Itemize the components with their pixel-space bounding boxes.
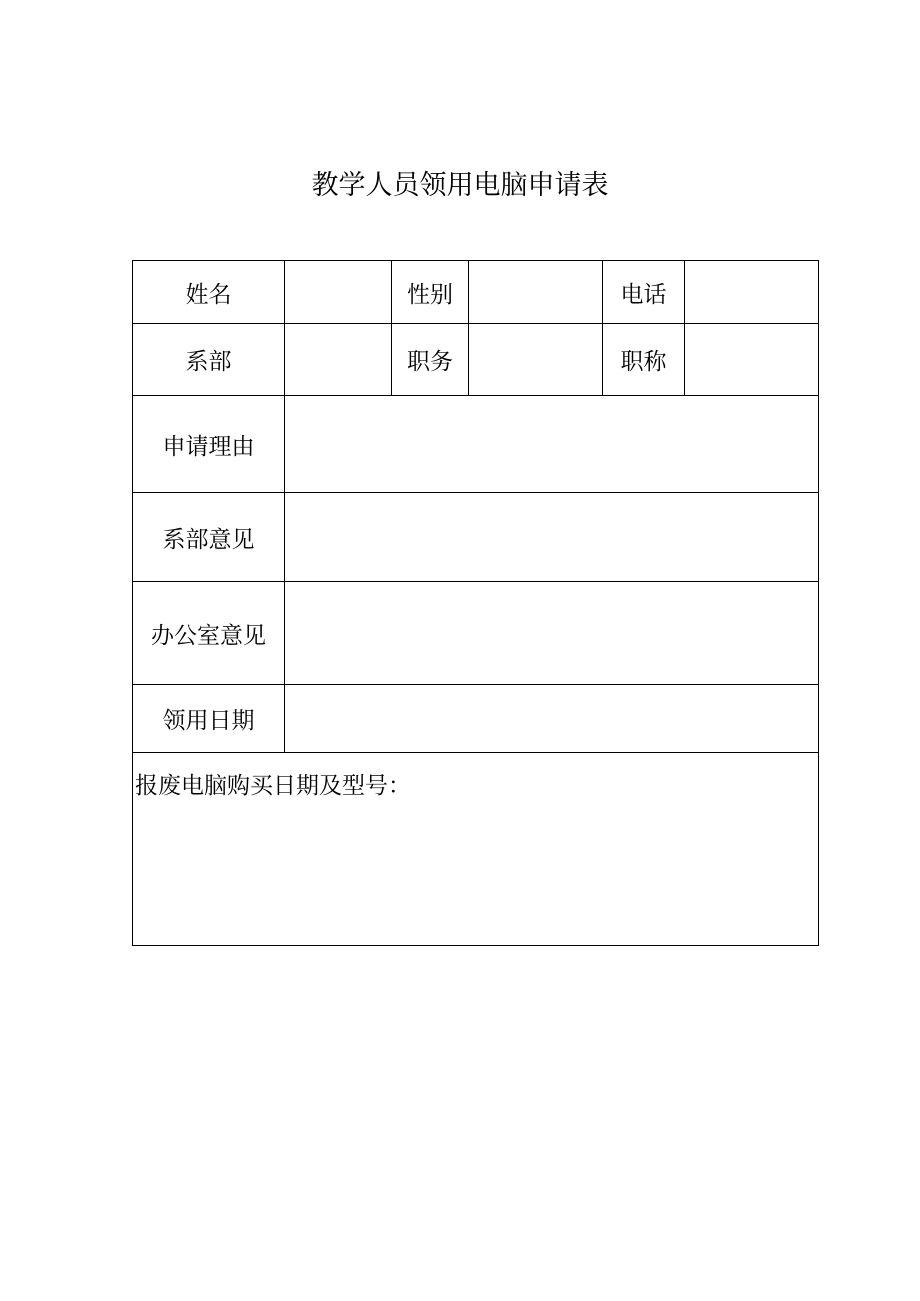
- position-label: 职务: [392, 324, 469, 396]
- form-row-office-opinion: [133, 582, 819, 685]
- form-row-receive-date: [133, 685, 819, 753]
- department-label: 系部: [133, 324, 285, 396]
- receive-date-field[interactable]: [285, 685, 819, 753]
- position-field[interactable]: [469, 324, 603, 396]
- scrapped-pc-field[interactable]: [133, 753, 819, 946]
- phone-field[interactable]: [685, 261, 819, 324]
- professional-title-field[interactable]: [685, 324, 819, 396]
- dept-opinion-field[interactable]: [285, 493, 819, 582]
- scrapped-pc-label: 报废电脑购买日期及型号：: [135, 773, 411, 799]
- form-row-dept-opinion: [133, 493, 819, 582]
- form-row-work: [133, 324, 819, 396]
- receive-date-label: 领用日期: [133, 685, 285, 753]
- name-field[interactable]: [285, 261, 392, 324]
- form-title: 教学人员领用电脑申请表: [311, 170, 609, 201]
- dept-opinion-label: 系部意见: [133, 493, 285, 582]
- form-row-reason: [133, 396, 819, 493]
- gender-label: 性别: [392, 261, 469, 324]
- form-row-personal: [133, 261, 819, 324]
- professional-title-label: 职称: [603, 324, 685, 396]
- gender-field[interactable]: [469, 261, 603, 324]
- office-opinion-field[interactable]: [285, 582, 819, 685]
- reason-label: 申请理由: [133, 396, 285, 493]
- application-form-table: [132, 260, 819, 946]
- form-row-scrapped-pc: [133, 753, 819, 946]
- phone-label: 电话: [603, 261, 685, 324]
- name-label: 姓名: [133, 261, 285, 324]
- office-opinion-label: 办公室意见: [133, 582, 285, 685]
- reason-field[interactable]: [285, 396, 819, 493]
- department-field[interactable]: [285, 324, 392, 396]
